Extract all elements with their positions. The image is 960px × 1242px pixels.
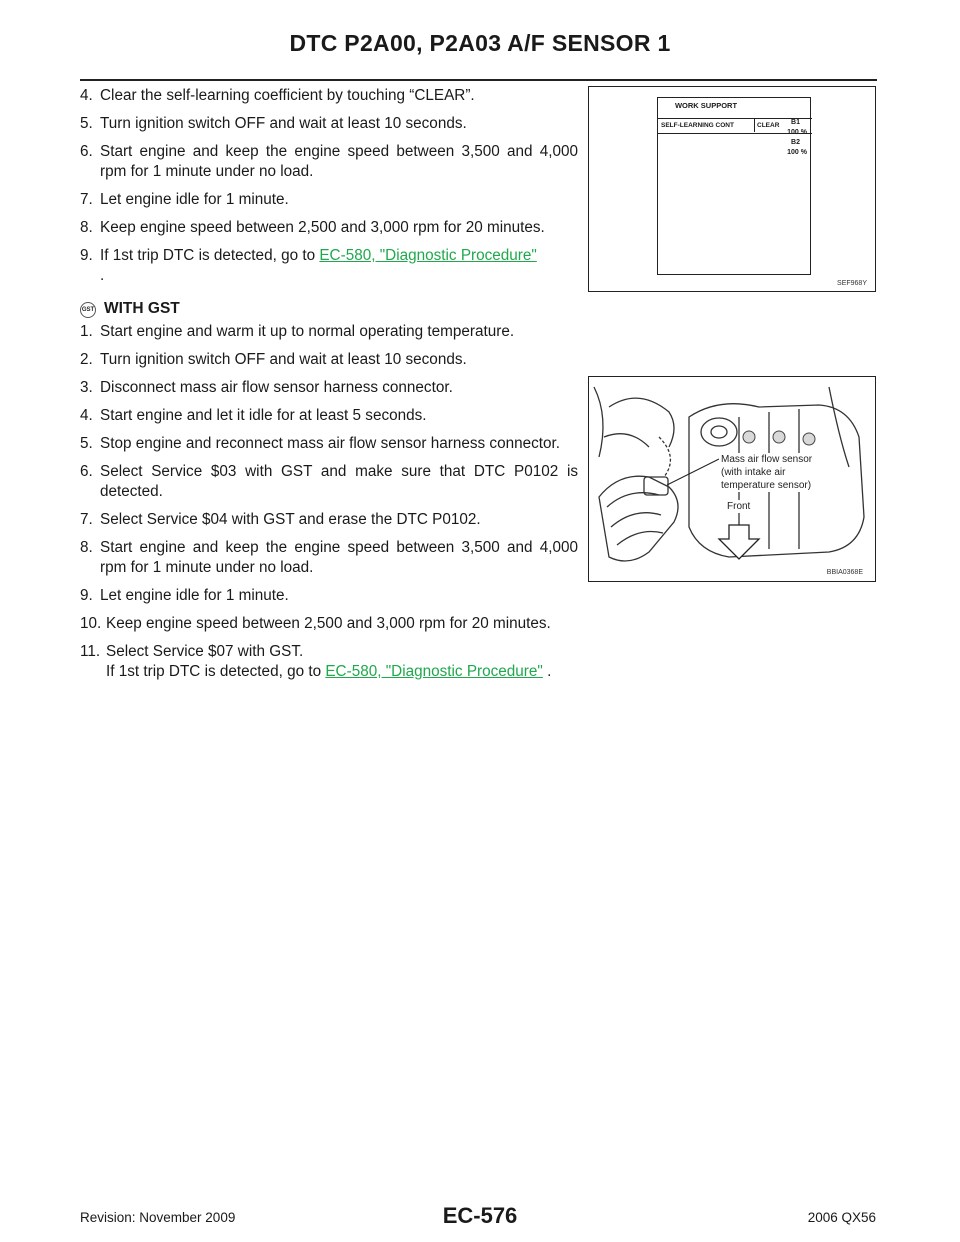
step-number: 5. xyxy=(80,435,93,452)
figure-code: BBIA0368E xyxy=(826,569,863,576)
step-text: Let engine idle for 1 minute. xyxy=(100,587,289,604)
step-number: 4. xyxy=(80,407,93,424)
step-text-line1: Select Service $07 with GST. xyxy=(106,643,304,660)
step-number: 9. xyxy=(80,587,93,604)
step-number: 7. xyxy=(80,511,93,528)
step-number: 2. xyxy=(80,351,93,368)
b1-value: 100 % xyxy=(787,129,807,136)
engine-bay-figure xyxy=(588,376,876,582)
step-text-lead: If 1st trip DTC is detected, go to xyxy=(100,247,320,264)
callout-line: (with intake air xyxy=(721,467,786,478)
mass-air-flow-callout xyxy=(719,453,814,492)
step-number: 8. xyxy=(80,539,93,556)
self-learning-label: SELF-LEARNING CONT xyxy=(661,122,734,129)
header-divider xyxy=(80,79,877,81)
callout-line: Mass air flow sensor xyxy=(721,454,813,465)
step-item xyxy=(80,218,578,238)
step-item xyxy=(80,510,578,530)
cell-divider xyxy=(754,119,755,132)
step-item xyxy=(80,538,578,578)
step-item xyxy=(80,642,578,682)
step-text-tail: . xyxy=(542,663,552,680)
step-text: Select Service $04 with GST and erase the DTC P0102. xyxy=(100,511,481,528)
step-number: 9. xyxy=(80,247,93,264)
step-text: Keep engine speed between 2,500 and 3,000 rpm for 20 minutes. xyxy=(106,615,551,632)
step-number: 7. xyxy=(80,191,93,208)
step-text: Start engine and let it idle for at least 5 seconds. xyxy=(100,407,427,424)
step-number: 5. xyxy=(80,115,93,132)
work-support-figure xyxy=(588,86,876,292)
gst-heading-text: WITH GST xyxy=(104,300,180,317)
step-item xyxy=(80,586,578,606)
step-number: 4. xyxy=(80,87,93,104)
step-item xyxy=(80,614,578,634)
step-item xyxy=(80,142,578,182)
b2-value: 100 % xyxy=(787,149,807,156)
model-year: 2006 QX56 xyxy=(807,1210,876,1225)
step-text: Turn ignition switch OFF and wait at least 10 seconds. xyxy=(100,351,467,368)
step-item xyxy=(80,434,578,454)
step-item xyxy=(80,406,578,426)
page-number: EC-576 xyxy=(442,1203,518,1228)
step-number: 11. xyxy=(80,643,101,660)
step-item xyxy=(80,378,578,398)
step-item xyxy=(80,350,578,370)
step-number: 10. xyxy=(80,615,102,632)
step-text xyxy=(100,246,578,286)
step-item xyxy=(80,322,578,342)
clear-button[interactable]: CLEAR xyxy=(757,122,780,129)
b2-label: B2 xyxy=(791,139,800,146)
step-item xyxy=(80,86,578,106)
procedure-steps-with-gst xyxy=(80,322,578,690)
with-gst-heading xyxy=(80,300,180,318)
step-number: 6. xyxy=(80,143,93,160)
gst-icon: GST xyxy=(80,302,96,318)
step-text: Start engine and keep the engine speed between 3,500 and 4,000 rpm for 1 minute under no load. xyxy=(100,143,578,180)
step-number: 8. xyxy=(80,219,93,236)
step-text: Clear the self-learning coefficient by touching “CLEAR”. xyxy=(100,87,475,104)
revision-date: Revision: November 2009 xyxy=(80,1210,236,1225)
step-item xyxy=(80,190,578,210)
page-title: DTC P2A00, P2A03 A/F SENSOR 1 xyxy=(289,30,671,56)
step-item xyxy=(80,462,578,502)
step-number: 1. xyxy=(80,323,93,340)
callout-line: temperature sensor) xyxy=(721,480,812,491)
work-support-screen xyxy=(657,97,811,275)
step-text: Turn ignition switch OFF and wait at least 10 seconds. xyxy=(100,115,467,132)
procedure-steps-with-consult xyxy=(80,86,578,294)
diagnostic-procedure-link[interactable]: EC-580, "Diagnostic Procedure" xyxy=(319,247,537,264)
step-text: Keep engine speed between 2,500 and 3,000 rpm for 20 minutes. xyxy=(100,219,545,236)
step-item xyxy=(80,246,578,286)
figure-code: SEF968Y xyxy=(837,280,867,287)
step-text xyxy=(106,642,578,682)
front-label: Front xyxy=(727,501,751,512)
step-item xyxy=(80,114,578,134)
step-text: Stop engine and reconnect mass air flow sensor harness connector. xyxy=(100,435,561,452)
step-text-line2: If 1st trip DTC is detected, go to xyxy=(106,663,326,680)
step-text: Let engine idle for 1 minute. xyxy=(100,191,289,208)
step-number: 3. xyxy=(80,379,93,396)
diagnostic-procedure-link[interactable]: EC-580, "Diagnostic Procedure" xyxy=(325,663,543,680)
step-text-tail: . xyxy=(100,267,105,284)
step-text: Select Service $03 with GST and make sure that DTC P0102 is detected. xyxy=(100,463,578,500)
work-support-title: WORK SUPPORT xyxy=(674,101,738,110)
step-text: Disconnect mass air flow sensor harness connector. xyxy=(100,379,453,396)
b1-label: B1 xyxy=(791,119,800,126)
step-text: Start engine and keep the engine speed between 3,500 and 4,000 rpm for 1 minute under no load. xyxy=(100,539,578,576)
step-number: 6. xyxy=(80,463,93,480)
step-text: Start engine and warm it up to normal operating temperature. xyxy=(100,323,515,340)
